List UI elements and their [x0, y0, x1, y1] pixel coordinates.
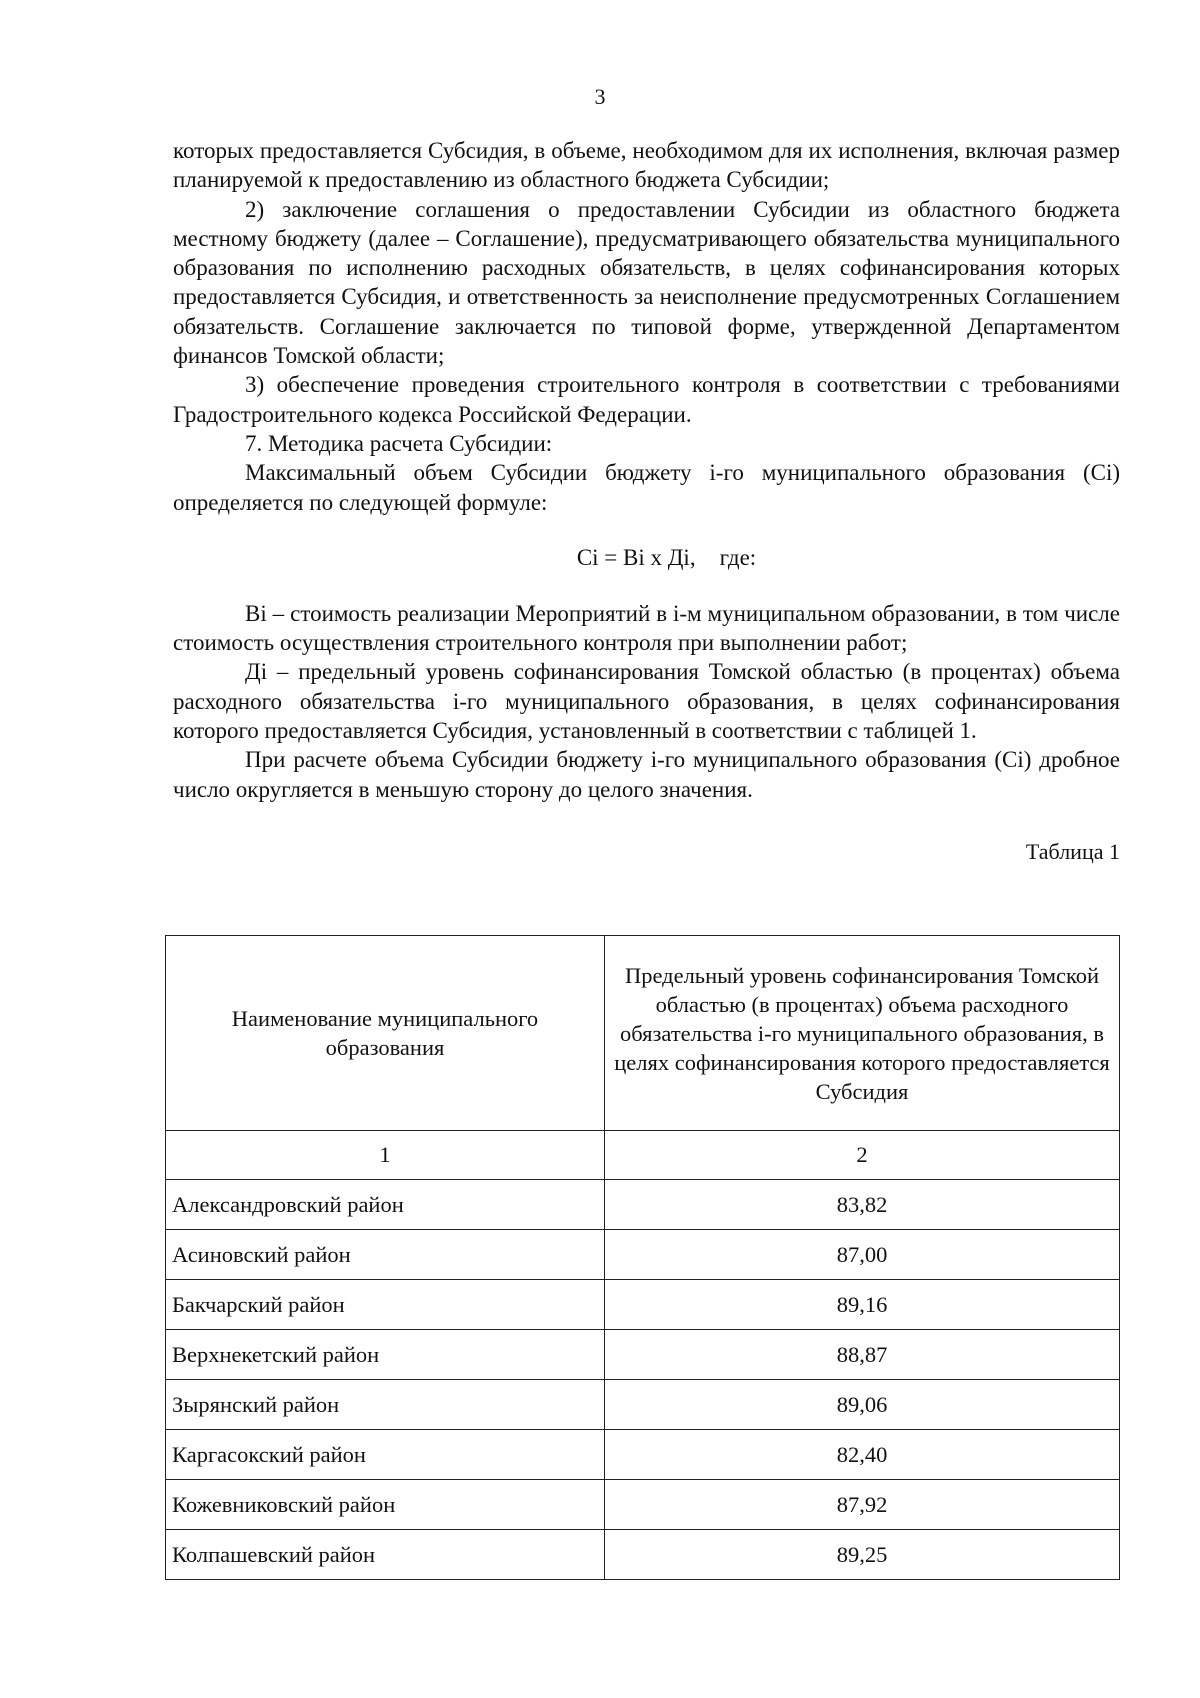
cofinancing-value: 89,25	[605, 1530, 1120, 1580]
header-cofinancing-level: Предельный уровень софинансирования Томской областью (в процентах) объема расходного обязательства i-го муниципального образования, в целях софинансирования которого предоставляется Субсидия	[605, 936, 1120, 1131]
paragraph-max-volume: Максимальный объем Субсидии бюджету i-го муниципального образования (Сi) определяется по следующей формуле:	[173, 460, 1120, 515]
paragraph-rounding: При расчете объема Субсидии бюджету i-го муниципального образования (Сi) дробное число округляется в меньшую сторону до целого значения.	[173, 747, 1120, 802]
municipality-name: Колпашевский район	[166, 1530, 605, 1580]
municipality-name: Кожевниковский район	[166, 1480, 605, 1530]
formula	[173, 543, 1120, 573]
definition-di: Дi – предельный уровень софинансирования Томской областью (в процентах) объема расходного обязательства i-го муниципального образования, в целях софинансирования которого предоставляется Субсидия, установленный в соответствии с таблицей 1.	[173, 659, 1120, 744]
header-municipality: Наименование муниципального образования	[166, 936, 605, 1131]
table-row	[166, 1430, 1120, 1480]
municipality-name: Каргасокский район	[166, 1430, 605, 1480]
table-row	[166, 1230, 1120, 1280]
table-row	[166, 1380, 1120, 1430]
municipality-name: Зырянский район	[166, 1380, 605, 1430]
page-number: 3	[594, 84, 606, 109]
table-row	[166, 1480, 1120, 1530]
column-number-2: 2	[605, 1131, 1120, 1180]
cofinancing-value: 82,40	[605, 1430, 1120, 1480]
table-row	[166, 1530, 1120, 1580]
cofinancing-value: 89,16	[605, 1280, 1120, 1330]
cofinancing-table	[165, 935, 1120, 1580]
cofinancing-value: 89,06	[605, 1380, 1120, 1430]
cofinancing-value: 88,87	[605, 1330, 1120, 1380]
paragraph-item-3: 3) обеспечение проведения строительного контроля в соответствии с требованиями Градостроительного кодекса Российской Федерации.	[173, 372, 1120, 427]
cofinancing-value: 87,92	[605, 1480, 1120, 1530]
paragraph-item-2: 2) заключение соглашения о предоставлении Субсидии из областного бюджета местному бюджету (далее – Соглашение), предусматривающего обязательства муниципального образования по исполнению расходных обязательств, в целях софинансирования которых предоставляется Субсидия, и ответственность за неисполнение предусмотренных Соглашением обязательств. Соглашение заключается по типовой форме, утвержденной Департаментом финансов Томской области;	[173, 196, 1120, 369]
column-number-1: 1	[166, 1131, 605, 1180]
table-row	[166, 1180, 1120, 1230]
formula-where: где:	[719, 544, 757, 570]
municipality-name: Асиновский район	[166, 1230, 605, 1280]
cofinancing-value: 83,82	[605, 1180, 1120, 1230]
table-header-row	[166, 936, 1120, 1131]
table-row	[166, 1280, 1120, 1330]
municipality-name: Александровский район	[166, 1180, 605, 1230]
table-caption: Таблица 1	[1025, 838, 1120, 864]
municipality-name: Бакчарский район	[166, 1280, 605, 1330]
formula-expression: Сi = Вi х Дi,	[576, 544, 696, 570]
cofinancing-value: 87,00	[605, 1230, 1120, 1280]
definition-bi: Вi – стоимость реализации Мероприятий в i-м муниципальном образовании, в том числе стоимость осуществления строительного контроля при выполнении работ;	[173, 600, 1120, 656]
table-row	[166, 1330, 1120, 1380]
municipality-name: Верхнекетский район	[166, 1330, 605, 1380]
section-heading-7: 7. Методика расчета Субсидии:	[245, 430, 553, 456]
document-body	[173, 136, 1120, 867]
column-number-row	[166, 1131, 1120, 1180]
paragraph-continuation: которых предоставляется Субсидия, в объеме, необходимом для их исполнения, включая размер планируемой к предоставлению из областного бюджета Субсидии;	[173, 138, 1120, 193]
